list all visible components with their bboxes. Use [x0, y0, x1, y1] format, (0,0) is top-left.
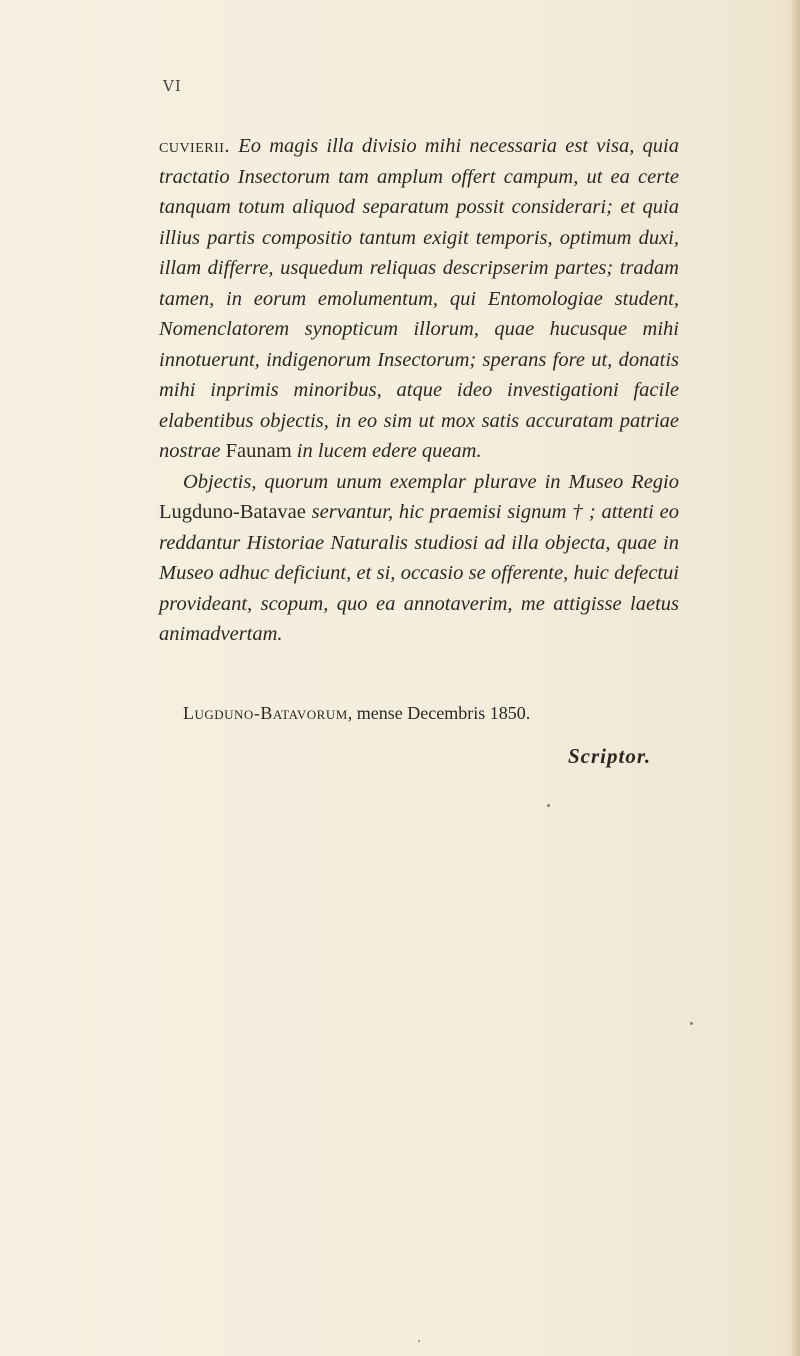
dateline	[183, 703, 530, 724]
signature: Scriptor.	[568, 744, 652, 768]
paragraph-1	[159, 131, 679, 467]
paragraph-2	[159, 467, 679, 650]
faunam-word: Faunam	[225, 440, 292, 462]
page-number: VI	[163, 77, 182, 95]
paragraph-1-ending: in lucem edere queam.	[296, 440, 482, 462]
paper-speck	[547, 804, 550, 807]
dateline-date: , mense Decembris 1850.	[347, 703, 531, 723]
place-name: Lugduno-Batavae	[159, 501, 306, 523]
page-edge-shadow	[790, 0, 800, 1356]
author-name: cuvierii.	[159, 135, 231, 157]
paper-speck	[418, 1340, 420, 1342]
paragraph-2-start: Objectis, quorum unum exemplar plurave in Museo Regio	[183, 470, 679, 493]
dateline-place: Lugduno-Batavorum	[183, 703, 348, 723]
paragraph-1-text: Eo magis illa divisio mihi necessaria est visa, quia tractatio Insectorum tam amplum offert campum, ut ea certe tanquam totum aliquod separatum possit considerari; et quia illius partis compositio tantum exigit temporis, optimum duxi, illam differre, usquedum reliquas descripserim partes; tradam tamen, in eorum emolumentum, qui Entomologiae student, Nomenclatorem synopticum illorum, quae hucusque mihi innotuerunt, indigenorum Insectorum; sperans fore ut, donatis mihi inprimis minoribus, atque ideo investigationi facile elabentibus objectis, in eo sim ut mox satis accuratam patriae nostrae	[159, 135, 679, 462]
paragraph-2-text: servantur, hic praemisi signum † ; attenti eo reddantur Historiae Naturalis studiosi ad illa objecta, quae in Museo adhuc deficiunt, et si, occasio se offerente, huic defectui provideant, scopum, quo ea annotaverim, me attigisse laetus animadvertam.	[159, 501, 679, 645]
paper-speck	[690, 1022, 693, 1025]
main-text	[159, 131, 679, 650]
